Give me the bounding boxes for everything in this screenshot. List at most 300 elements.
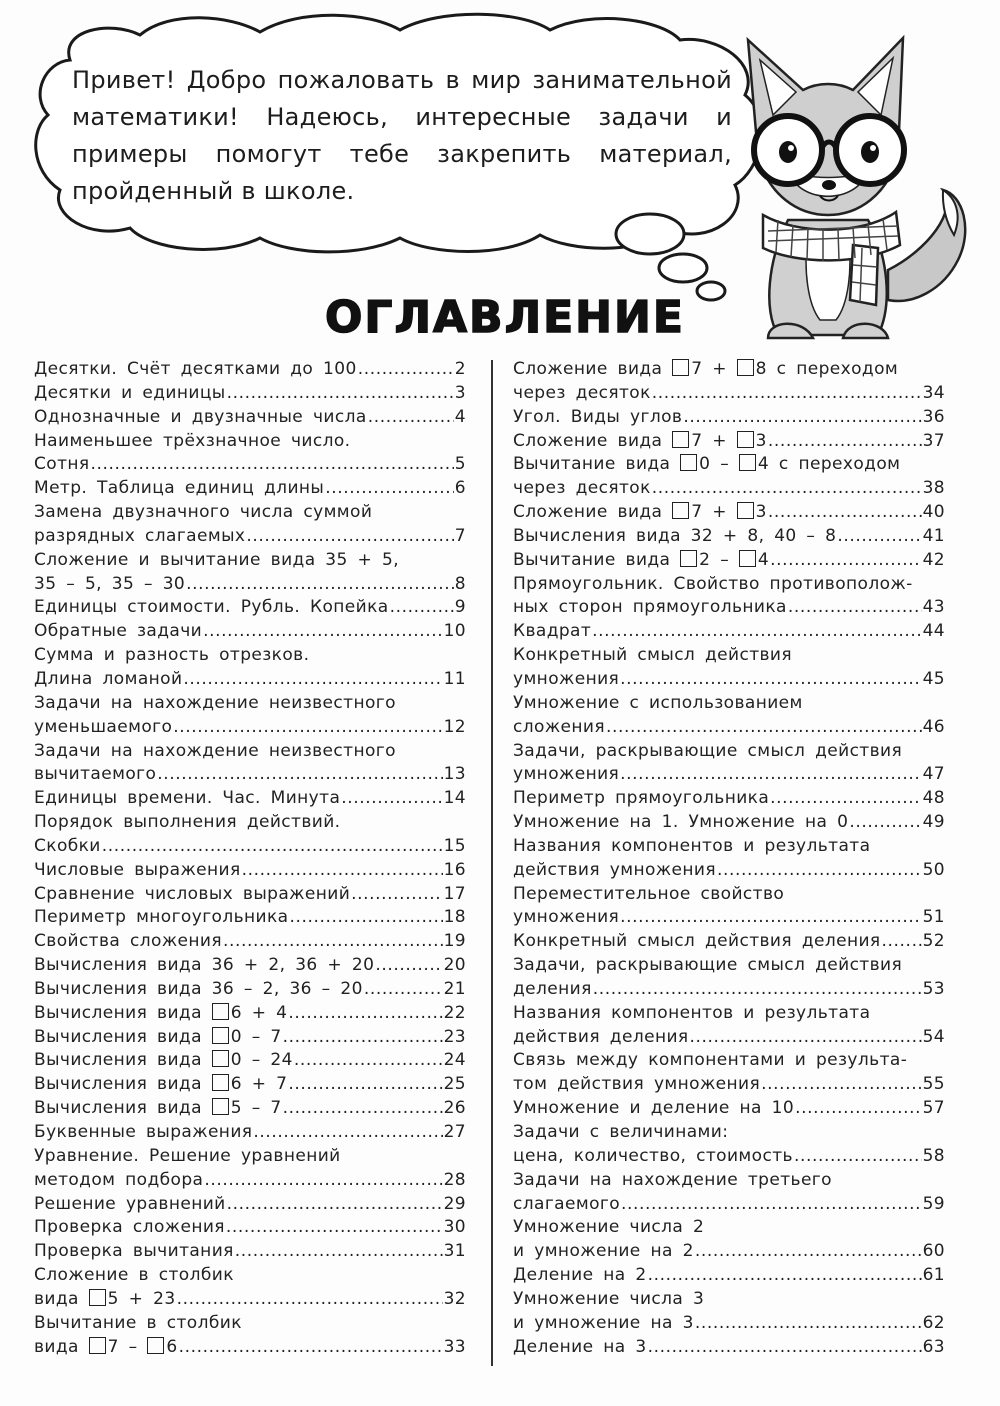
toc-entry-text: Скобки	[34, 835, 101, 856]
toc-entry[interactable]	[513, 644, 945, 668]
toc-entry-text-start: вида	[34, 1288, 89, 1309]
toc-entry[interactable]	[513, 406, 945, 430]
blank-digit-box	[212, 1074, 229, 1091]
toc-entry-text: Задачи на нахождение третьего	[513, 1169, 832, 1190]
page-number: 28	[443, 1169, 466, 1190]
toc-entry[interactable]	[513, 1145, 945, 1169]
toc-entry[interactable]	[34, 811, 466, 835]
toc-entry-text: Решение уравнений	[34, 1193, 226, 1214]
page-number: 62	[922, 1312, 945, 1333]
toc-entry-text: Обратные задачи	[34, 621, 203, 642]
toc-entry[interactable]	[34, 954, 466, 978]
toc-entry[interactable]	[34, 1169, 466, 1193]
dot-leader	[375, 954, 442, 978]
toc-entry[interactable]	[513, 1121, 945, 1145]
toc-entry-text: Уравнение. Решение уравнений	[34, 1145, 341, 1166]
toc-entry-text-end: 4	[757, 549, 770, 570]
toc-entry[interactable]	[34, 573, 466, 597]
toc-entry[interactable]	[513, 835, 945, 859]
toc-entry[interactable]	[513, 763, 945, 787]
page-number: 10	[443, 621, 466, 642]
page-number: 63	[922, 1336, 945, 1357]
toc-entry-text	[513, 430, 767, 454]
toc-entry-text: Деление на 2	[513, 1265, 647, 1286]
dot-leader	[364, 978, 443, 1002]
toc-entry[interactable]	[513, 1169, 945, 1193]
toc-entry-text: Десятки. Счёт десятками до 100	[34, 359, 357, 379]
page-number: 21	[443, 978, 466, 999]
toc-entry-text: цена, количество, стоимость	[513, 1145, 793, 1166]
dot-leader	[288, 1073, 442, 1097]
toc-entry-text	[34, 1073, 287, 1097]
toc-entry-text-start: Вычисления вида	[34, 1098, 212, 1119]
toc-entry[interactable]	[513, 954, 945, 978]
toc-entry[interactable]	[34, 1264, 466, 1288]
toc-entry[interactable]	[513, 859, 945, 883]
toc-entry[interactable]	[34, 501, 466, 525]
toc-entry[interactable]	[513, 1026, 945, 1050]
toc-entry[interactable]	[34, 716, 466, 740]
toc-entry[interactable]	[34, 1336, 466, 1360]
page-number: 40	[922, 502, 945, 523]
toc-entry-text-start: Сложение вида	[513, 359, 673, 379]
toc-entry-text-end: 0 – 7	[230, 1026, 282, 1047]
dot-leader	[621, 1193, 922, 1217]
toc-entry-text: Замена двузначного числа суммой	[34, 502, 373, 523]
toc-entry-text: Названия компонентов и результата	[513, 1002, 871, 1023]
page-number: 52	[922, 931, 945, 952]
toc-entry-text	[513, 358, 898, 382]
dot-leader	[648, 1336, 922, 1360]
toc-entry[interactable]	[513, 978, 945, 1002]
dot-leader	[91, 453, 454, 477]
toc-entry[interactable]	[34, 549, 466, 573]
toc-entry-text: 35 – 5, 35 – 30	[34, 573, 186, 594]
toc-entry[interactable]	[513, 930, 945, 954]
toc-entry-text-end: 3	[755, 502, 767, 523]
page-number: 19	[443, 931, 466, 952]
toc-entry[interactable]	[513, 1264, 945, 1288]
blank-digit-box	[212, 1098, 229, 1115]
toc-entry[interactable]	[513, 1002, 945, 1026]
page-number: 34	[922, 382, 945, 403]
toc-entry[interactable]	[513, 883, 945, 907]
toc-entry[interactable]	[34, 358, 466, 382]
toc-entry-text: Прямоугольник. Свойство противополож-	[513, 573, 913, 594]
toc-entry-text: Длина ломаной	[34, 668, 183, 689]
toc-entry-text: Конкретный смысл действия	[513, 645, 793, 666]
toc-entry[interactable]	[513, 692, 945, 716]
page-number: 26	[443, 1098, 466, 1119]
toc-entry[interactable]	[34, 1240, 466, 1264]
blank-digit-box	[672, 431, 689, 448]
toc-entry[interactable]	[513, 906, 945, 930]
dot-leader	[768, 501, 922, 525]
toc-entry[interactable]	[34, 835, 466, 859]
dot-leader	[788, 596, 922, 620]
toc-entry-text: Порядок выполнения действий.	[34, 812, 341, 833]
dot-leader	[283, 1026, 443, 1050]
toc-entry[interactable]	[513, 525, 945, 549]
toc-entry-text: методом подбора	[34, 1169, 204, 1190]
blank-digit-box	[89, 1337, 106, 1354]
dot-leader	[179, 1336, 443, 1360]
dot-leader	[695, 1312, 922, 1336]
toc-entry-text: Задачи, раскрывающие смысл действия	[513, 740, 903, 761]
toc-left-column	[34, 358, 466, 1359]
toc-entry-text: умножения	[513, 907, 620, 928]
page-number: 44	[922, 621, 945, 642]
toc-entry-text: и умножение на 2	[513, 1241, 694, 1262]
toc-entry-text: Сотня	[34, 454, 90, 475]
toc-entry-text: Вычисления вида 36 + 2, 36 + 20	[34, 955, 375, 976]
toc-entry-text	[34, 1026, 282, 1050]
toc-entry-text: Сложение в столбик	[34, 1265, 234, 1286]
toc-entry-text	[34, 1336, 178, 1360]
blank-digit-box	[737, 359, 754, 376]
toc-entry-text: Буквенные выражения	[34, 1122, 253, 1142]
page-number: 29	[443, 1193, 466, 1214]
toc-entry[interactable]	[34, 692, 466, 716]
toc-entry-text-middle: 7 +	[691, 359, 737, 379]
toc-entry-text: том действия умножения	[513, 1074, 761, 1095]
blank-digit-box	[672, 359, 689, 376]
page-number: 23	[443, 1026, 466, 1047]
toc-entry[interactable]	[34, 1097, 466, 1121]
toc-entry-text: Свойства сложения	[34, 931, 223, 952]
toc-entry-text-start: вида	[34, 1336, 89, 1357]
toc-entry[interactable]	[34, 859, 466, 883]
dot-leader	[606, 716, 922, 740]
page-number: 5	[454, 454, 466, 475]
toc-entry-text: уменьшаемого	[34, 716, 173, 737]
toc-entry-text: Сравнение числовых выражений	[34, 883, 351, 904]
toc-entry-text-end: 5 – 7	[230, 1098, 282, 1119]
blank-digit-box	[737, 502, 754, 519]
toc-entry[interactable]	[34, 763, 466, 787]
toc-entry-text: Проверка вычитания	[34, 1241, 234, 1262]
dot-leader	[690, 1026, 922, 1050]
toc-entry[interactable]	[34, 883, 466, 907]
dot-leader	[683, 406, 921, 430]
toc-entry[interactable]	[513, 358, 945, 382]
toc-entry[interactable]	[513, 596, 945, 620]
toc-entry-text: Вычитание в столбик	[34, 1312, 242, 1333]
toc-entry-text: сложения	[513, 716, 605, 737]
toc-title: ОГЛАВЛЕНИЕ	[325, 292, 685, 343]
toc-entry[interactable]	[34, 740, 466, 764]
toc-entry[interactable]	[513, 382, 945, 406]
dot-leader	[358, 358, 454, 382]
blank-digit-box	[737, 431, 754, 448]
toc-entry-text: Вычисления вида 32 + 8, 40 – 8	[513, 525, 837, 546]
toc-entry[interactable]	[34, 453, 466, 477]
toc-entry-text	[513, 549, 769, 573]
toc-entry[interactable]	[34, 1073, 466, 1097]
toc-entry[interactable]	[513, 740, 945, 764]
blank-digit-box	[680, 454, 697, 471]
toc-entry-text: и умножение на 3	[513, 1312, 694, 1333]
toc-entry-text-start: Сложение вида	[513, 502, 673, 523]
blank-digit-box	[147, 1337, 164, 1354]
dot-leader	[770, 549, 921, 573]
dot-leader	[837, 525, 921, 549]
fox-illustration	[728, 20, 988, 350]
toc-entry[interactable]	[34, 978, 466, 1002]
toc-entry-text-middle: 7 +	[691, 430, 737, 451]
dot-leader	[173, 716, 442, 740]
toc-entry-text: слагаемого	[513, 1193, 620, 1214]
toc-entry[interactable]	[34, 787, 466, 811]
dot-leader	[620, 668, 921, 692]
page-number: 37	[922, 430, 945, 451]
toc-entry[interactable]	[513, 1288, 945, 1312]
page-number: 20	[443, 955, 466, 976]
toc-entry-text: деления	[513, 978, 592, 999]
toc-entry[interactable]	[34, 1049, 466, 1073]
greeting-text: Привет! Добро пожаловать в мир занимательной математики! Надеюсь, интересные задачи и примеры помогут тебе закрепить материал, пройденный в школе.	[72, 66, 732, 205]
dot-leader	[289, 906, 442, 930]
dot-leader	[294, 1049, 443, 1073]
dot-leader	[620, 763, 921, 787]
toc-right-column	[513, 358, 945, 1359]
toc-entry-text-middle: 2 –	[699, 549, 739, 570]
dot-leader	[795, 1097, 921, 1121]
toc-entry-text: Вычисления вида 36 – 2, 36 – 20	[34, 978, 363, 999]
toc-entry[interactable]	[513, 1312, 945, 1336]
page-number: 55	[922, 1074, 945, 1095]
toc-entry-text: действия умножения	[513, 859, 716, 880]
toc-entry[interactable]	[34, 1026, 466, 1050]
page-number: 22	[443, 1002, 466, 1023]
toc-entry-text-start: Сложение вида	[513, 430, 673, 451]
dot-leader	[794, 1145, 922, 1169]
toc-entry[interactable]	[34, 906, 466, 930]
toc-entry[interactable]	[513, 620, 945, 644]
toc-entry[interactable]	[34, 1312, 466, 1336]
toc-entry-text: Квадрат	[513, 621, 592, 642]
toc-entry-text-end: 5 + 23	[107, 1288, 176, 1309]
page-number: 30	[443, 1217, 466, 1238]
toc-entry[interactable]	[513, 501, 945, 525]
blank-digit-box	[212, 1003, 229, 1020]
toc-entry[interactable]	[34, 525, 466, 549]
toc-entry-text: Умножение числа 2	[513, 1217, 705, 1238]
blank-digit-box	[680, 550, 697, 567]
dot-leader	[652, 477, 922, 501]
dot-leader	[761, 1073, 921, 1097]
toc-entry[interactable]	[34, 1288, 466, 1312]
toc-entry[interactable]	[34, 477, 466, 501]
dot-leader	[351, 883, 442, 907]
toc-entry-text: Задачи, раскрывающие смысл действия	[513, 955, 903, 976]
toc-entry[interactable]	[34, 930, 466, 954]
page-number: 16	[443, 859, 466, 880]
toc-entry[interactable]	[34, 596, 466, 620]
toc-entry-text: ных сторон прямоугольника	[513, 597, 787, 618]
toc-entry[interactable]	[34, 1121, 466, 1145]
toc-entry-text: Периметр многоугольника	[34, 907, 289, 928]
blank-digit-box	[212, 1050, 229, 1067]
toc-entry-text: Задачи на нахождение неизвестного	[34, 740, 396, 761]
toc-entry[interactable]	[513, 1097, 945, 1121]
toc-entry-text: Угол. Виды углов	[513, 406, 683, 427]
toc-entry[interactable]	[513, 1193, 945, 1217]
dot-leader	[648, 1264, 922, 1288]
page-number: 45	[922, 668, 945, 689]
toc-entry-text: Числовые выражения	[34, 859, 241, 880]
toc-entry-text	[513, 501, 767, 525]
toc-entry[interactable]	[513, 811, 945, 835]
page-number: 11	[443, 668, 466, 689]
toc-entry-text: Умножение и деление на 10	[513, 1098, 795, 1119]
dot-leader	[242, 859, 443, 883]
toc-entry[interactable]	[513, 430, 945, 454]
page-number: 32	[443, 1288, 466, 1309]
toc-entry-text: Умножение числа 3	[513, 1288, 705, 1309]
dot-leader	[183, 668, 442, 692]
toc-entry-text-end: 6	[166, 1336, 178, 1357]
toc-entry[interactable]	[34, 620, 466, 644]
toc-entry-text-end: 0 – 24	[230, 1050, 293, 1071]
toc-entry[interactable]	[34, 1216, 466, 1240]
page-number: 60	[922, 1241, 945, 1262]
toc-entry-text	[34, 1097, 282, 1121]
dot-leader	[227, 1193, 443, 1217]
toc-entry-text-end: 6 + 7	[230, 1074, 288, 1095]
toc-entry[interactable]	[513, 716, 945, 740]
blank-digit-box	[89, 1289, 106, 1306]
page-number: 41	[922, 525, 945, 546]
dot-leader	[223, 930, 443, 954]
toc-entry[interactable]	[513, 477, 945, 501]
toc-entry[interactable]	[513, 1336, 945, 1360]
page-number: 46	[922, 716, 945, 737]
toc-entry-text: разрядных слагаемых	[34, 525, 246, 546]
dot-leader	[186, 573, 454, 597]
page-number: 61	[922, 1265, 945, 1286]
dot-leader	[227, 382, 454, 406]
page-number: 12	[443, 716, 466, 737]
toc-entry-text: умножения	[513, 668, 620, 689]
dot-leader	[695, 1240, 922, 1264]
toc-entry-text-start: Вычисления вида	[34, 1026, 212, 1047]
toc-entry[interactable]	[513, 787, 945, 811]
column-divider	[491, 360, 493, 1366]
toc-entry[interactable]	[34, 668, 466, 692]
blank-digit-box	[739, 454, 756, 471]
toc-entry-text: Переместительное свойство	[513, 883, 785, 904]
page-number: 59	[922, 1193, 945, 1214]
dot-leader	[246, 525, 453, 549]
toc-entry-text-middle: 0 –	[699, 454, 739, 475]
dot-leader	[204, 1169, 442, 1193]
toc-entry-text: Единицы стоимости. Рубль. Копейка	[34, 597, 389, 618]
toc-entry[interactable]	[34, 382, 466, 406]
dot-leader	[203, 620, 442, 644]
toc-entry[interactable]	[34, 406, 466, 430]
toc-entry[interactable]	[513, 1240, 945, 1264]
dot-leader	[768, 430, 922, 454]
toc-entry-text: Сумма и разность отрезков.	[34, 645, 310, 666]
toc-entry-text-end: 6 + 4	[230, 1002, 288, 1023]
toc-entry[interactable]	[513, 1049, 945, 1073]
page-number: 42	[922, 549, 945, 570]
toc-entry[interactable]	[513, 549, 945, 573]
page-number: 24	[443, 1050, 466, 1071]
dot-leader	[593, 978, 922, 1002]
dot-leader	[325, 477, 454, 501]
page-number: 9	[454, 597, 466, 618]
page-number: 51	[922, 907, 945, 928]
toc-entry-text: через десяток	[513, 382, 651, 403]
page-number: 2	[454, 359, 466, 379]
toc-entry[interactable]	[34, 644, 466, 668]
toc-entry-text	[513, 453, 900, 477]
toc-entry[interactable]	[513, 1216, 945, 1240]
page-number: 47	[922, 764, 945, 785]
toc-entry[interactable]	[513, 1073, 945, 1097]
dot-leader	[288, 1002, 442, 1026]
toc-entry[interactable]	[34, 1193, 466, 1217]
dot-leader	[283, 1097, 443, 1121]
toc-entry[interactable]	[34, 1145, 466, 1169]
page-number: 4	[454, 406, 466, 427]
page-number: 15	[443, 835, 466, 856]
toc-entry-text: Сложение и вычитание вида 35 + 5,	[34, 549, 400, 570]
toc-entry[interactable]	[513, 453, 945, 477]
page-number: 53	[922, 978, 945, 999]
toc-entry[interactable]	[513, 573, 945, 597]
dot-leader	[368, 406, 454, 430]
page-number: 18	[443, 907, 466, 928]
dot-leader	[226, 1216, 443, 1240]
dot-leader	[253, 1121, 442, 1145]
toc-entry[interactable]	[34, 1002, 466, 1026]
toc-entry-text: действия деления	[513, 1026, 689, 1047]
toc-entry-text-start: Вычитание вида	[513, 454, 681, 475]
toc-entry-text	[34, 1002, 287, 1026]
toc-entry-text: Деление на 3	[513, 1336, 647, 1357]
page-number: 14	[443, 788, 466, 809]
page-number: 54	[922, 1026, 945, 1047]
toc-entry[interactable]	[513, 668, 945, 692]
toc-entry-text: Умножение с использованием	[513, 692, 803, 713]
toc-entry-text-middle: 7 –	[107, 1336, 148, 1357]
toc-entry-text: Связь между компонентами и результа-	[513, 1050, 908, 1071]
page-number: 33	[443, 1336, 466, 1357]
toc-entry-text: Наименьшее трёхзначное число.	[34, 430, 351, 451]
page-number: 27	[443, 1122, 466, 1142]
toc-entry-text-end: 8 с переходом	[755, 359, 899, 379]
toc-entry-text-start: Вычисления вида	[34, 1002, 212, 1023]
toc-entry-text: Задачи на нахождение неизвестного	[34, 692, 396, 713]
page-number: 17	[443, 883, 466, 904]
toc-entry-text: Проверка сложения	[34, 1217, 225, 1238]
dot-leader	[849, 811, 921, 835]
toc-entry-text-middle: 7 +	[691, 502, 737, 523]
toc-entry-text: Метр. Таблица единиц длины	[34, 478, 325, 499]
dot-leader	[620, 906, 921, 930]
dot-leader	[652, 382, 922, 406]
dot-leader	[882, 930, 922, 954]
toc-entry-text: Названия компонентов и результата	[513, 835, 871, 856]
blank-digit-box	[212, 1027, 229, 1044]
blank-digit-box	[672, 502, 689, 519]
dot-leader	[157, 763, 442, 787]
toc-entry-text-start: Вычисления вида	[34, 1050, 212, 1071]
toc-entry[interactable]	[34, 430, 466, 454]
